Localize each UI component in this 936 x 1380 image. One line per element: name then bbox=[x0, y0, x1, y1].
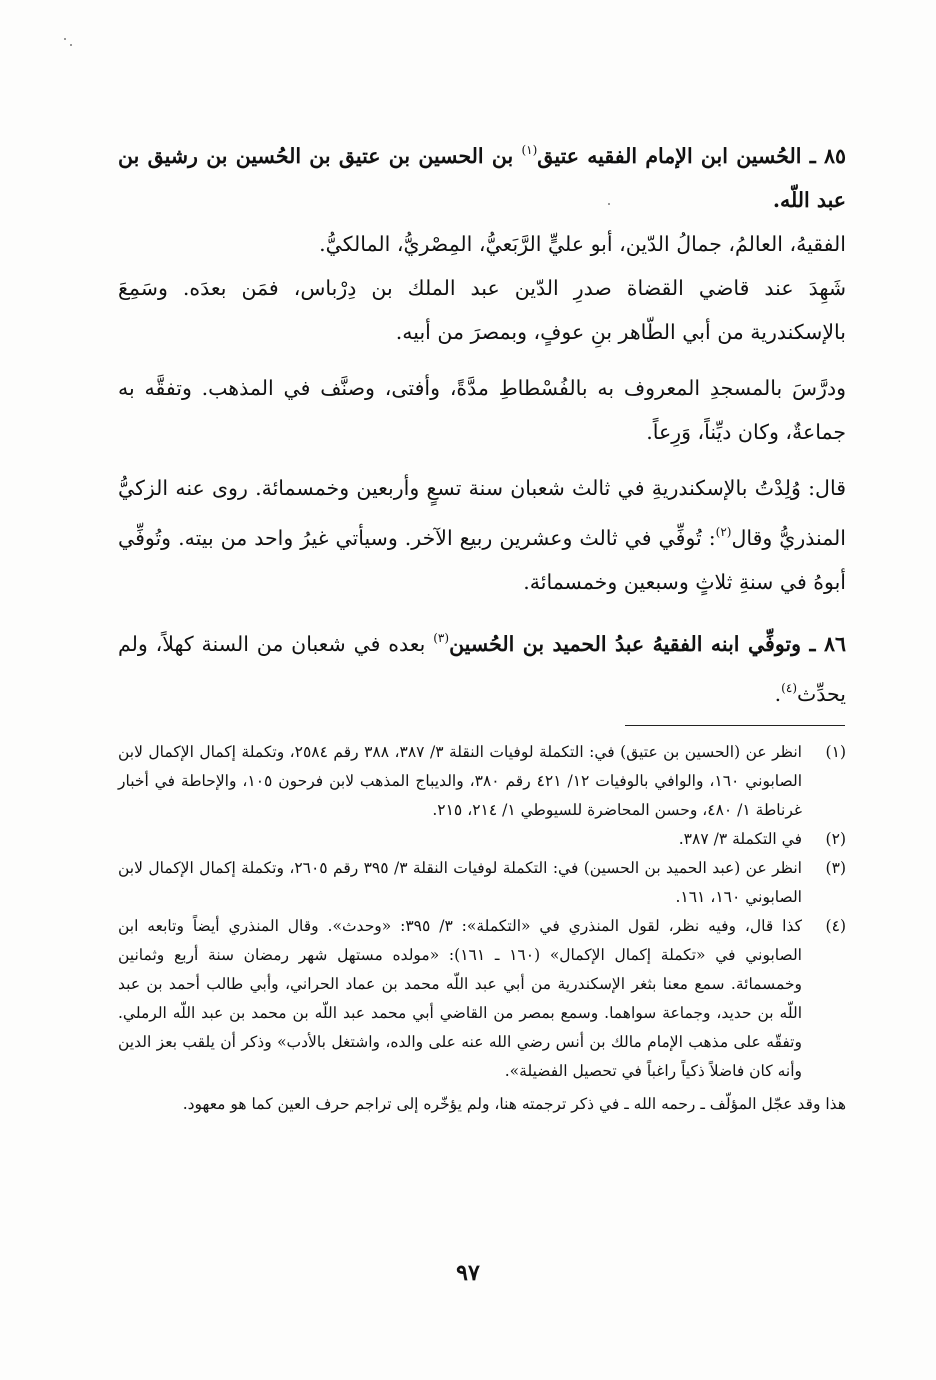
footnote-3 bbox=[118, 854, 846, 912]
footnote-2 bbox=[118, 825, 846, 854]
footnote-text: كذا قال، وفيه نظر، لقول المنذري في «التكملة»: ٣/ ٣٩٥: «وحدث». وقال المنذري أيضاً وتابعه ابن الصابوني في «تكملة إكمال الإكمال» (١٦٠ ـ ١٦١): «مولده مستهل شهر رمضان سنة أربع وثمانين وخمسمائة. سمع معنا بثغر الإسكندرية من أبي عبد اللّه محمد بن عماد الحراني، وأبي طالب أحمد بن عبد اللّه بن حديد، وجماعة سواهما. وسمع بمصر من القاضي أبي محمد عبد اللّه بن محمد بن عبد اللّه الرملي. وتفقّه على مذهب الإمام مالك بن أنس رضي الله عنه على والده، واشتغل بالأدب» وذكر أن يلقب بعز الدين وأنه كان فاضلاً ذكياً راغباً في تحصيل الفضيلة». bbox=[118, 917, 802, 1080]
entry-85-attributes: الفقيهُ، العالمُ، جمالُ الدّين، أبو عليٍّ الرَّبَعيُّ، المِصْريُّ، المالكيُّ. bbox=[319, 232, 846, 256]
entry-86-number: ٨٦ ـ وتوفِّي ابنه الفقيهُ bbox=[644, 632, 846, 656]
footnote-text: انظر عن (عبد الحميد بن الحسين) في: التكملة لوفيات النقلة ٣/ ٣٩٥ رقم ٢٦٠٥، وتكملة إكمال الإكمال لابن الصابوني ١٦٠، ١٦١. bbox=[118, 859, 802, 906]
footnote-ref-3[interactable]: (٣) bbox=[433, 631, 450, 645]
footnote-number: (٤) bbox=[825, 917, 846, 935]
entry-85-title-cont: بن الحسين بن عتيق بن الحُسين بن رشيق بن عبد اللّه. bbox=[118, 144, 846, 212]
scan-speck bbox=[70, 44, 72, 46]
entry-85-teaching: ودرَّسَ بالمسجدِ المعروف به بالفُسْطاطِ مدَّةً، وأفتى، وصنَّف في المذهب. وتفقَّه به جماعةٌ، وكان ديِّناً، وَرِعاً. bbox=[118, 376, 846, 444]
entry-86-end: . bbox=[774, 682, 782, 706]
entry-86 bbox=[118, 616, 846, 716]
footnote-ref-1[interactable]: (١) bbox=[521, 143, 538, 157]
footnote-ref-4[interactable]: (٤) bbox=[781, 681, 797, 695]
footnote-number: (١) bbox=[825, 743, 846, 761]
main-text bbox=[118, 128, 846, 728]
footnote-text: في التكملة ٣/ ٣٨٧. bbox=[678, 830, 802, 848]
entry-86-name: عبدُ الحميد بن الحُسين bbox=[449, 632, 645, 656]
footnotes bbox=[118, 738, 846, 1119]
footnote-number: (٢) bbox=[825, 830, 846, 848]
footnote-text: انظر عن (الحسين بن عتيق) في: التكملة لوفيات النقلة ٣/ ٣٨٧، ٣٨٨ رقم ٢٥٨٤، وتكملة إكمال الإكمال لابن الصابوني ١٦٠، والوافي بالوفيات ١٢/ ٤٢١ رقم ٣٨٠، والديباج المذهب لابن فرحون ١٠٥، والإحاطة في أخبار غرناطة ١/ ٤٨٠، وحسن المحاضرة للسيوطي ١/ ٢١٤، ٢١٥. bbox=[118, 743, 802, 819]
entry-85-birth-death bbox=[118, 466, 846, 604]
page-number: ٩٧ bbox=[456, 1260, 480, 1286]
footnote-divider bbox=[625, 725, 845, 726]
entry-86-text: بعده في شعبان من السنة كهلاً، ولم يحدِّث bbox=[118, 632, 846, 706]
entry-85-title: ٨٥ ـ الحُسين ابن الإمام الفقيه عتيق bbox=[537, 144, 846, 168]
entry-85-testimony: شَهِدَ عند قاضي القضاة صدرِ الدّين عبد الملك بن دِرْباس، فمَن بعدَه. وسَمِعَ بالإسكندرية من أبي الطّاهر بنِ عوفٍ، وبمصرَ من أبيه. bbox=[118, 276, 846, 344]
footnote-1 bbox=[118, 738, 846, 825]
entry-85-death-text: : تُوفِّي في ثالث وعشرين ربيع الآخر. وسيأتي غيرُ واحد من بيته. وتُوفِّي أبوهُ في سنةِ ثلاثٍ وسبعين وخمسمائة. bbox=[118, 526, 846, 594]
footnote-4 bbox=[118, 912, 846, 1086]
entry-85-heading bbox=[118, 128, 846, 222]
footnote-ref-2[interactable]: (٢) bbox=[715, 525, 732, 539]
scan-speck bbox=[64, 38, 66, 40]
footnote-number: (٣) bbox=[825, 859, 846, 877]
entry-85-birth-text: قال: وُلِدْتُ بالإسكندريةِ في ثالث شعبان سنة تسعٍ وأربعين وخمسمائة. روى عنه الزكيُّ المنذريُّ وقال bbox=[118, 476, 846, 550]
footnote-editor-remark: هذا وقد عجّل المؤلّف ـ رحمه الله ـ في ذكر ترجمته هنا، ولم يؤخّره إلى تراجم حرف العين كما هو معهود. bbox=[182, 1095, 846, 1113]
